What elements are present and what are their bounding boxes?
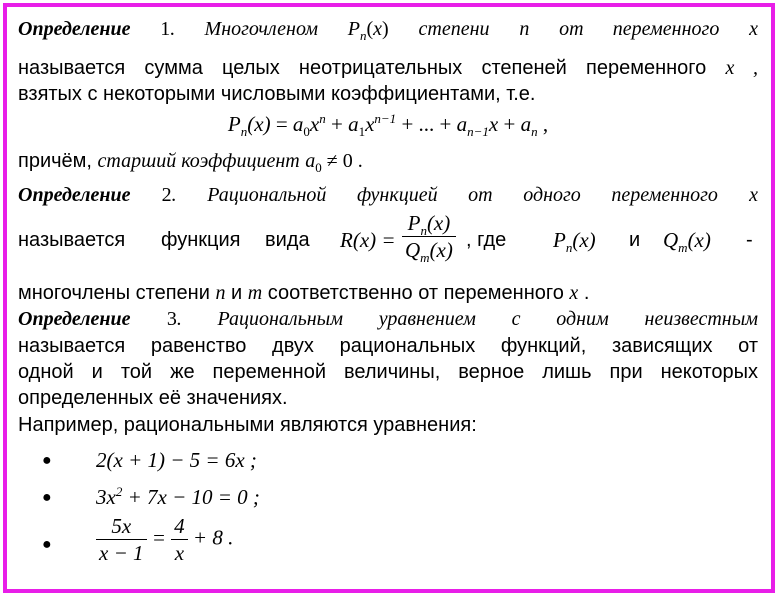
def3-line4: определенных её значениях.: [18, 387, 288, 409]
bullet-1-icon: ●: [42, 452, 52, 469]
def2-q: Q: [663, 228, 679, 252]
f-x2: x: [365, 112, 375, 136]
def2-l3-x: x: [569, 282, 579, 304]
def2-title: Определение: [18, 184, 131, 206]
eq3-frac2: [171, 513, 188, 566]
bullet-2-icon: ●: [42, 489, 52, 506]
f-arg: (x): [247, 112, 271, 136]
def2-line2: [18, 210, 758, 270]
def3-lead: . Рациональным уравнением с одним неизвестным: [176, 308, 759, 330]
def3-line3: одной и той же переменной величины, верное лишь при некоторых: [18, 361, 758, 383]
f-a1-sub: 1: [358, 124, 366, 140]
def2-frac-p-sub: n: [420, 223, 427, 239]
eq3-tail: + 8 .: [187, 525, 234, 550]
def2-and: и: [629, 229, 641, 251]
def1-lead: . Многочленом: [170, 18, 318, 40]
def1-l5-a0: a: [305, 150, 316, 172]
def2-line1: [18, 183, 758, 207]
def2-l3-m: m: [247, 282, 263, 304]
f-x2-pow: n−1: [374, 111, 397, 126]
def1-l5-a: причём,: [18, 150, 92, 172]
f-dots: + ... +: [396, 112, 457, 136]
def2-lead: . Рациональной функцией от одного переменного: [171, 184, 718, 206]
eq2-b: + 7x − 10 = 0 ;: [122, 485, 260, 509]
def2-frac-q-sub: m: [420, 250, 430, 266]
f-plus2: +: [498, 112, 521, 136]
def2-called: называется: [18, 229, 126, 251]
def2-kind: вида: [265, 229, 310, 251]
def1-p-arg: x: [373, 18, 383, 40]
f-lhs: P: [227, 112, 241, 136]
def2-dash: -: [746, 229, 753, 251]
f-a3: a: [520, 112, 532, 136]
def2-p-arg: (x): [572, 228, 596, 252]
f-a3-sub: n: [531, 124, 538, 140]
def2-frac-num: [402, 210, 456, 237]
def1-l5-neq: ≠ 0 .: [321, 150, 363, 172]
eq3-num1: 5x: [96, 513, 147, 540]
equation-1: 2(x + 1) − 5 = 6x ;: [96, 448, 257, 472]
def2-r: R(x) =: [340, 228, 396, 252]
def1-number: 1: [160, 18, 171, 40]
def1-line5: [18, 149, 758, 173]
def2-fraction: [402, 210, 456, 266]
def2-q-arg: (x): [687, 228, 711, 252]
f-a0: a: [292, 112, 304, 136]
def2-func: функция: [161, 229, 241, 251]
def2-l3-n: n: [215, 282, 226, 304]
def1-line2: [18, 56, 758, 80]
def2-frac-q-arg: (x): [429, 238, 453, 262]
eq2-sup: 2: [115, 484, 123, 499]
def2-l3-and: и: [231, 282, 243, 304]
f-a1: a: [348, 112, 359, 136]
f-end: ,: [537, 112, 549, 136]
def1-title: Определение: [18, 18, 131, 40]
def3-line2: называется равенство двух рациональных функций, зависящих от: [18, 335, 758, 357]
def2-number: 2: [161, 184, 172, 206]
def1-l5-sub: 0: [315, 160, 322, 175]
f-a2-sub: n−1: [467, 124, 489, 140]
equation-2: [96, 485, 260, 510]
f-lhs-sub: n: [240, 124, 248, 140]
eq3-den1: x − 1: [99, 541, 144, 565]
def1-formula: [18, 111, 758, 140]
f-a0-sub: 0: [303, 124, 310, 140]
eq3-frac1: [96, 513, 147, 566]
equation-3: [96, 513, 233, 566]
eq3-den2: x: [174, 541, 185, 565]
example-intro: Например, рациональными являются уравнения:: [18, 414, 477, 436]
f-x1-pow: n: [319, 111, 326, 126]
def2-l3-b: соответственно от переменного: [267, 282, 564, 304]
def2-frac-den: [402, 237, 456, 266]
def2-p-sub: n: [565, 240, 573, 256]
def1-x: x: [749, 18, 759, 40]
def2-x: x: [749, 184, 758, 206]
f-a2: a: [456, 112, 468, 136]
def1-pn: $P_n(x)$: [347, 18, 389, 43]
eq3-num2: 4: [171, 513, 188, 540]
def1-p: P: [347, 18, 360, 40]
def2-frac-p-arg: (x): [426, 211, 451, 235]
def3-number: 3: [166, 308, 177, 330]
def1-line2-x: x ,: [725, 57, 758, 79]
def2-qm: [663, 228, 711, 256]
def2-frac-q: Q: [405, 238, 421, 262]
f-plus1: +: [325, 112, 349, 136]
def2-l3-a: многочлены степени: [18, 282, 210, 304]
bullet-3-icon: ●: [42, 536, 52, 553]
def3-line1: [18, 307, 758, 331]
def1-line3: взятых с некоторыми числовыми коэффициентами, т.е.: [18, 83, 536, 105]
def2-pn: [553, 228, 596, 256]
def2-l3-dot: .: [578, 282, 590, 304]
def2-p: P: [553, 228, 566, 252]
f-x1: x: [309, 112, 320, 136]
def1-line2-text: называется сумма целых неотрицательных степеней переменного: [18, 57, 707, 79]
def1-rest1: степени: [418, 18, 490, 40]
def2-line3: [18, 281, 758, 305]
f-eq: =: [270, 112, 293, 136]
def2-frac-p: P: [407, 211, 421, 235]
def1-l5-b: старший коэффициент: [97, 150, 300, 172]
def3-title: Определение: [18, 308, 131, 330]
def1-rest2: от переменного: [559, 18, 720, 40]
eq2-a: 3x: [96, 485, 116, 509]
def1-line1: [18, 17, 758, 41]
def2-q-sub: m: [678, 240, 688, 256]
def1-n: n: [519, 18, 530, 40]
def2-where: , где: [466, 229, 507, 251]
def1-p-sub: n: [359, 28, 367, 43]
eq3-eq: =: [146, 525, 172, 550]
f-x3: x: [488, 112, 499, 136]
